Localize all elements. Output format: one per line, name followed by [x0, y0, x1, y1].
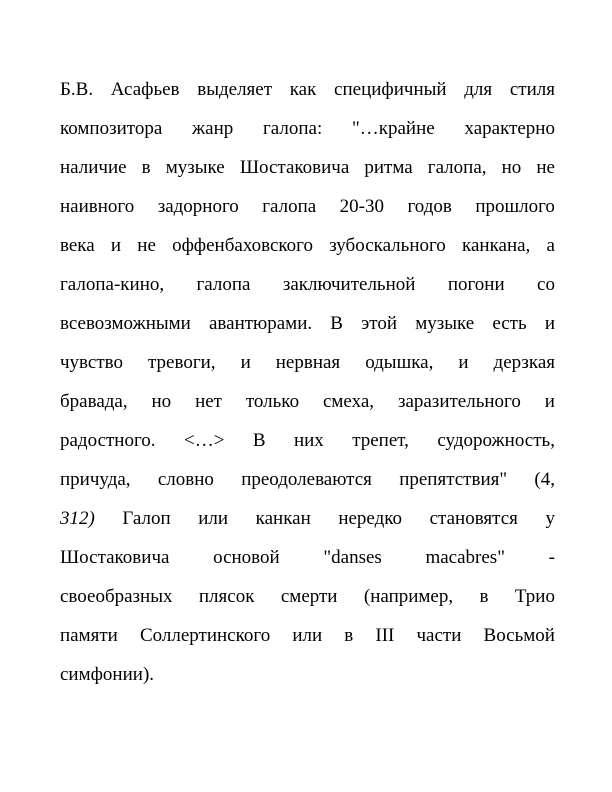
text-line [60, 382, 555, 421]
word: в [141, 157, 151, 178]
text-line [60, 226, 555, 265]
word: и [544, 313, 555, 334]
text-line [60, 148, 555, 187]
word: галопа: [263, 118, 323, 139]
word: смерти [280, 586, 338, 607]
word: - [548, 547, 555, 568]
word: Восьмой [483, 625, 555, 646]
word: препятствия" [399, 469, 508, 490]
word: для [464, 79, 493, 100]
text-line [60, 616, 555, 655]
word: В [252, 430, 266, 451]
word: Б.В. [60, 79, 94, 100]
word: композитора [60, 118, 163, 139]
word: 20-30 [339, 196, 384, 217]
word: канкана, [462, 235, 531, 256]
word: "danses [323, 547, 382, 568]
word: преодолеваются [241, 469, 372, 490]
word: судорожность, [437, 430, 555, 451]
word: галопа-кино, [60, 274, 165, 295]
word: наличие [60, 157, 127, 178]
word: музыке [165, 157, 225, 178]
word: в [479, 586, 489, 607]
word: наивного [60, 196, 135, 217]
word: радостного. [60, 430, 156, 451]
text-line [60, 343, 555, 382]
text-line [60, 655, 555, 694]
word: нет [195, 391, 222, 412]
text-line [60, 421, 555, 460]
word: Асафьев [110, 79, 180, 100]
word: жанр [192, 118, 234, 139]
word: только [245, 391, 300, 412]
word: галопа [262, 196, 317, 217]
word: бравада, [60, 391, 128, 412]
word: становятся [429, 508, 518, 529]
word: или [198, 508, 229, 529]
word: (например, [363, 586, 454, 607]
word: не [536, 157, 555, 178]
word: и [240, 352, 251, 373]
word: Трио [514, 586, 555, 607]
word: Шостаковича [60, 547, 170, 568]
word: Галоп [122, 508, 171, 529]
word: оффенбаховского [172, 235, 313, 256]
word: трепет, [352, 430, 409, 451]
word: и [110, 235, 122, 256]
word: части [416, 625, 462, 646]
word: стиля [509, 79, 555, 100]
word: канкан [255, 508, 311, 529]
word: В [330, 313, 343, 334]
word: специфичный [334, 79, 447, 100]
word: и [458, 352, 469, 373]
word: чувство [60, 352, 123, 373]
word: галопа, [427, 157, 487, 178]
word: Шостаковича [239, 157, 350, 178]
word: со [537, 274, 555, 295]
word: и [544, 391, 555, 412]
word: выделяет [197, 79, 273, 100]
word: в [344, 625, 354, 646]
word: прошлого [475, 196, 555, 217]
text-line [60, 577, 555, 616]
word: них [293, 430, 324, 451]
word: погони [447, 274, 505, 295]
word: или [292, 625, 323, 646]
text-line [60, 109, 555, 148]
word: ритма [364, 157, 413, 178]
word: Соллертинского [139, 625, 271, 646]
word: дерзкая [493, 352, 555, 373]
word: macabres" [425, 547, 505, 568]
word: не [137, 235, 156, 256]
text-line [60, 265, 555, 304]
word: но [501, 157, 522, 178]
text-line [60, 499, 555, 538]
word: зубоскального [329, 235, 446, 256]
text-line [60, 304, 555, 343]
word: плясок [198, 586, 255, 607]
word: одышка, [365, 352, 434, 373]
word: авантюрами. [209, 313, 313, 334]
word: словно [157, 469, 214, 490]
word: тревоги, [148, 352, 216, 373]
word: у [545, 508, 555, 529]
word: <…> [183, 430, 225, 451]
word: памяти [60, 625, 118, 646]
body-paragraph [60, 70, 555, 694]
word: галопа [196, 274, 251, 295]
word: основой [213, 547, 280, 568]
word: смеха, [322, 391, 375, 412]
citation-page-number: 312) [60, 508, 95, 529]
word: (4, [534, 469, 555, 490]
word: нервная [275, 352, 341, 373]
word: всевозможными [60, 313, 191, 334]
word: как [289, 79, 317, 100]
word: симфонии). [60, 664, 155, 685]
word: заключительной [282, 274, 416, 295]
word: годов [407, 196, 452, 217]
word: III [375, 625, 395, 646]
word: задорного [157, 196, 239, 217]
word: а [546, 235, 555, 256]
word: века [60, 235, 95, 256]
word: этой [361, 313, 398, 334]
word: но [151, 391, 172, 412]
text-line [60, 460, 555, 499]
word: музыке [415, 313, 475, 334]
word: есть [492, 313, 527, 334]
word: своеобразных [60, 586, 173, 607]
text-line [60, 70, 555, 109]
text-line [60, 538, 555, 577]
word: "…крайне [352, 118, 435, 139]
word: нередко [338, 508, 403, 529]
word: заразительного [397, 391, 521, 412]
word: характерно [464, 118, 555, 139]
text-line [60, 187, 555, 226]
word: причуда, [60, 469, 131, 490]
